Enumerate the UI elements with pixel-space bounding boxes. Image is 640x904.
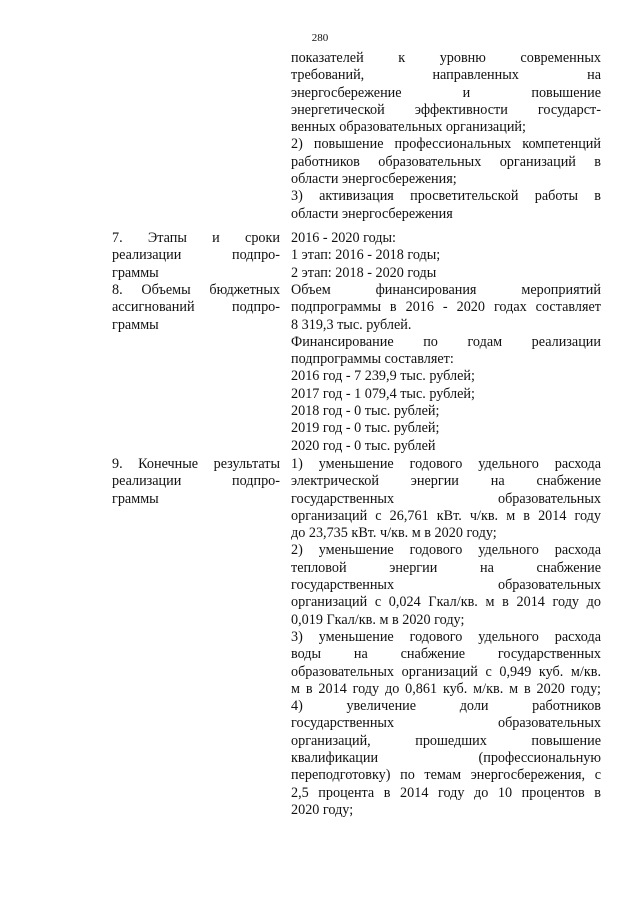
value-line: 8 319,3 тыс. рублей.: [291, 316, 412, 333]
value-line: 1) уменьшение годового удельного расхода: [291, 456, 601, 472]
text-line: требований, направленных на: [291, 67, 601, 84]
text-line: работников образовательных организаций в: [291, 153, 601, 170]
label-line: граммы: [112, 316, 159, 333]
value-line: государственных образовательных: [291, 577, 601, 594]
value-line: 4) увеличение доли работников: [291, 698, 601, 715]
value-line: переподготовку) по темам энергосбережения, с: [291, 767, 601, 784]
value-line: 3) уменьшение годового удельного расхода: [291, 628, 601, 645]
value-line: образовательных организаций с 0,949 куб. м/кв.: [291, 663, 601, 680]
value-line: 2018 год - 0 тыс. рублей;: [291, 403, 440, 420]
value-line: 2) уменьшение годового удельного расхода: [291, 542, 601, 559]
text-line: энергосбережение и повышение: [291, 84, 601, 101]
value-line: до 23,735 кВт. ч/кв. м в 2020 году;: [291, 525, 497, 542]
value-line: 2016 год - 7 239,9 тыс. рублей;: [291, 368, 475, 385]
section-8-value: [291, 282, 601, 455]
section-9-label: [112, 456, 280, 508]
value-line: 2017 год - 1 079,4 тыс. рублей;: [291, 385, 475, 402]
value-line: 2019 год - 0 тыс. рублей;: [291, 420, 440, 437]
text-line: 3) активизация просветительской работы в: [291, 188, 601, 205]
value-line: Объем финансирования мероприятий: [291, 282, 601, 298]
label-line: ассигнований подпро-: [112, 299, 280, 316]
value-line: организаций с 26,761 кВт. ч/кв. м в 2014 году: [291, 507, 601, 524]
label-line: реализации подпро-: [112, 473, 280, 490]
section-8-label: [112, 282, 280, 334]
continuation-text: [291, 50, 601, 223]
value-line: квалификации (профессиональную: [291, 750, 601, 767]
text-line: венных образовательных организаций;: [291, 119, 526, 136]
value-line: 0,019 Гкал/кв. м в 2020 году;: [291, 611, 465, 628]
value-line: организаций с 0,024 Гкал/кв. м в 2014 году до: [291, 594, 601, 611]
value-line: 1 этап: 2016 - 2018 годы;: [291, 247, 441, 264]
value-line: государственных образовательных: [291, 715, 601, 732]
page-number: 280: [311, 32, 329, 44]
text-line: области энергосбережения: [291, 205, 453, 222]
label-line: 8. Объемы бюджетных: [112, 282, 280, 298]
value-line: 2020 году;: [291, 801, 354, 818]
label-line: 7. Этапы и сроки: [112, 230, 280, 246]
value-line: м в 2014 году до 0,861 куб. м/кв. м в 2020 году;: [291, 680, 601, 697]
label-line: 9. Конечные результаты: [112, 456, 280, 472]
value-line: воды на снабжение государственных: [291, 646, 601, 663]
value-line: электрической энергии на снабжение: [291, 473, 601, 490]
label-line: граммы: [112, 264, 159, 281]
value-line: государственных образовательных: [291, 490, 601, 507]
text-line: области энергосбережения;: [291, 171, 457, 188]
section-7-value: [291, 230, 601, 282]
value-line: Финансирование по годам реализации: [291, 333, 601, 350]
value-line: 2020 год - 0 тыс. рублей: [291, 437, 436, 454]
text-line: показателей к уровню современных: [291, 50, 601, 66]
value-line: 2 этап: 2018 - 2020 годы: [291, 264, 437, 281]
section-7-label: [112, 230, 280, 282]
label-line: граммы: [112, 490, 159, 507]
value-line: подпрограммы составляет:: [291, 351, 454, 368]
value-line: 2016 - 2020 годы:: [291, 230, 396, 246]
value-line: тепловой энергии на снабжение: [291, 559, 601, 576]
label-line: реализации подпро-: [112, 247, 280, 264]
text-line: 2) повышение профессиональных компетенций: [291, 136, 601, 153]
value-line: подпрограммы в 2016 - 2020 годах составляет: [291, 299, 601, 316]
value-line: 2,5 процента в 2014 году до 10 процентов в: [291, 784, 601, 801]
text-line: энергетической эффективности государст-: [291, 101, 601, 118]
section-9-value: [291, 456, 601, 819]
value-line: организаций, прошедших повышение: [291, 732, 601, 749]
